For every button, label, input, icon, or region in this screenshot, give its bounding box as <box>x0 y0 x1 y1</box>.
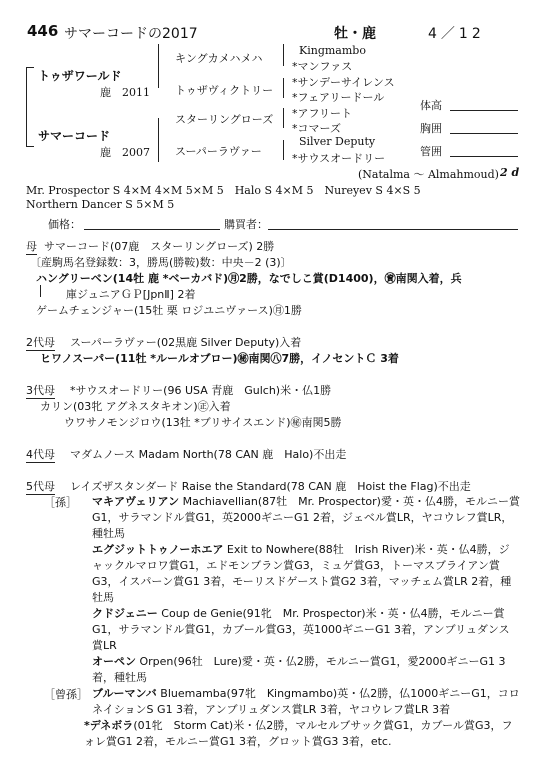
sire-dam: トゥザヴィクトリー <box>175 84 274 97</box>
pedigree-bracket <box>283 78 284 98</box>
price-label: 価格： <box>48 218 81 231</box>
pedigree-bracket <box>158 118 159 162</box>
price-field[interactable] <box>84 229 220 230</box>
dam1-registry: 〔産駒馬名登録数：3，勝馬(勝鞍)数：中央－2 (3)〕 <box>30 256 292 269</box>
ddd-parents: (Natalma ～ Almahmoud) <box>358 168 499 181</box>
sex-color: 牡・鹿 <box>334 26 376 42</box>
sire-name: トゥザワールド <box>38 69 122 83</box>
sds: *サンデーサイレンス <box>292 76 395 89</box>
dds: Silver Deputy <box>299 135 376 148</box>
descendant-6: *デネボラ(01牝 Storm Cat)米・仏2勝，マルセルブサック賞G1，カブール賞G3，フォレ賞G1 2着，モルニー賞G1 3着，グロット賞G3 3着，etc. <box>84 719 513 748</box>
cannon-label: 管囲 <box>420 145 442 158</box>
sss: Kingmambo <box>299 44 366 57</box>
inbreeding-line-2: Northern Dancer S 5×M 5 <box>26 198 175 211</box>
descendant-1: マキアヴェリアン Machiavellian(87牡 Mr. Prospector)愛・英・仏4勝，モルニー賞G1，サラマンドル賞G1，英2000ギニーG1 2着，ジェベル賞LR，ヤコウレフ賞LR，種牡馬 <box>92 495 520 540</box>
dam-info: 鹿 2007 <box>100 146 150 159</box>
descendant-3: クドジェニー Coup de Genie(91牝 Mr. Prospector)米・英・仏4勝，モルニー賞G1，サラマンドル賞G1，カブール賞G3，英1000ギニーG1 3着，アンブリュダンス賞LR <box>92 607 510 652</box>
descendant-2: エグジットトゥノーホエア Exit to Nowhere(88牡 Irish River)米・英・仏4勝，ジャックルマロワ賞G1，エドモンブラン賞G3，ミュゲ賞G3，トーマスブライアン賞G3，イスパーン賞G1 3着，モーリスドゲースト賞G2 3着，マッチェム賞LR 2着，種牡馬 <box>92 543 512 604</box>
great-grandchild-label: ［曾孫］ <box>44 688 88 701</box>
dss: *アフリート <box>292 107 353 120</box>
buyer-field[interactable] <box>268 229 518 230</box>
dam5-label: 5代母 <box>26 480 55 493</box>
chest-label: 胸囲 <box>420 122 442 135</box>
dam5-head: レイズザスタンダード Raise the Standard(78 CAN 鹿 Hoist the Flag)不出走 <box>70 480 471 493</box>
dam4-head: マダムノース Madam North(78 CAN 鹿 Halo)不出走 <box>70 448 347 461</box>
dam1-runner-2: ゲームチェンジャー(15牡 栗 ロジユニヴァース)㊊1勝 <box>36 304 302 317</box>
buyer-label: 購買者： <box>224 218 268 231</box>
chest-field[interactable] <box>450 133 518 134</box>
pedigree-bracket <box>283 108 284 128</box>
ssd: *マンファス <box>292 60 353 73</box>
dam3-runner-2: ウワサノモンジロウ(13牡 *ブリサイスエンド)㊙南関5勝 <box>64 416 342 429</box>
height-field[interactable] <box>450 110 518 111</box>
page-title: サマーコードの2017 <box>64 26 198 42</box>
dsd: *コマーズ <box>292 122 341 135</box>
descendant-4: オーペン Orpen(96牡 Lure)愛・英・仏2勝，モルニー賞G1，愛2000ギニーG1 3着，種牡馬 <box>92 655 506 684</box>
grandchild-label: ［孫］ <box>44 496 77 509</box>
dam3-label: 3代母 <box>26 384 55 397</box>
inbreeding-line-1: Mr. Prospector S 4×M 4×M 5×M 5 Halo S 4×M 5 Nureyev S 4×S 5 <box>26 184 421 197</box>
sire-info: 鹿 2011 <box>100 86 150 99</box>
dam2-label: 2代母 <box>26 336 55 349</box>
runner-bar <box>40 285 41 297</box>
dam2-head: スーパーラヴァー(02黒鹿 Silver Deputy)入着 <box>70 336 302 349</box>
height-label: 体高 <box>420 99 442 112</box>
cannon-field[interactable] <box>450 156 518 157</box>
ddd: *サウスオードリー <box>292 152 386 165</box>
dam1-runner-1: ハングリーベン(14牡 鹿 *ベーカバド)㊊2勝，なでしこ賞(D1400)，㊮南関入着，兵 <box>36 272 462 285</box>
sdd: *フェアリードール <box>292 91 385 104</box>
descendant-5: ブルーマンバ Bluemamba(97牝 Kingmambo)英・仏2勝，仏1000ギニーG1，コロネイションS G1 3着，アンブリュダンス賞LR 3着，ヤコウレフ賞LR 3着 <box>92 687 520 716</box>
dam2-runner-1: ヒワノスーパー(11牡 *ルールオブロー)㊙南関㊇7勝，イノセントＣ 3着 <box>40 352 399 365</box>
inbreed-mark: 2 d <box>500 166 520 179</box>
dam4-label: 4代母 <box>26 448 55 461</box>
pedigree-bracket <box>158 44 159 88</box>
lot-number: 446 <box>27 22 59 40</box>
foaling-date: 4／12 <box>428 26 485 42</box>
dam3-head: *サウスオードリー(96 USA 青鹿 Gulch)米・仏1勝 <box>70 384 332 397</box>
dam-name: サマーコード <box>38 129 111 143</box>
dam1-runner-1b: 庫ジュニアＧＰ[JpnⅡ] 2着 <box>66 288 196 301</box>
dam-dam: スーパーラヴァー <box>175 145 262 158</box>
dam-sire: スターリングローズ <box>175 113 274 126</box>
pedigree-bracket <box>26 67 27 147</box>
pedigree-bracket <box>26 67 34 68</box>
dam1-label: 母 <box>26 240 37 253</box>
sire-sire: キングカメハメハ <box>175 52 263 65</box>
dam1-head: サマーコード(07鹿 スターリングローズ) 2勝 <box>44 240 275 253</box>
pedigree-bracket <box>26 146 34 147</box>
pedigree-bracket <box>283 44 284 66</box>
pedigree-bracket <box>283 140 284 160</box>
dam3-runner-1: カリン(03牝 アグネスタキオン)㊣入着 <box>40 400 231 413</box>
